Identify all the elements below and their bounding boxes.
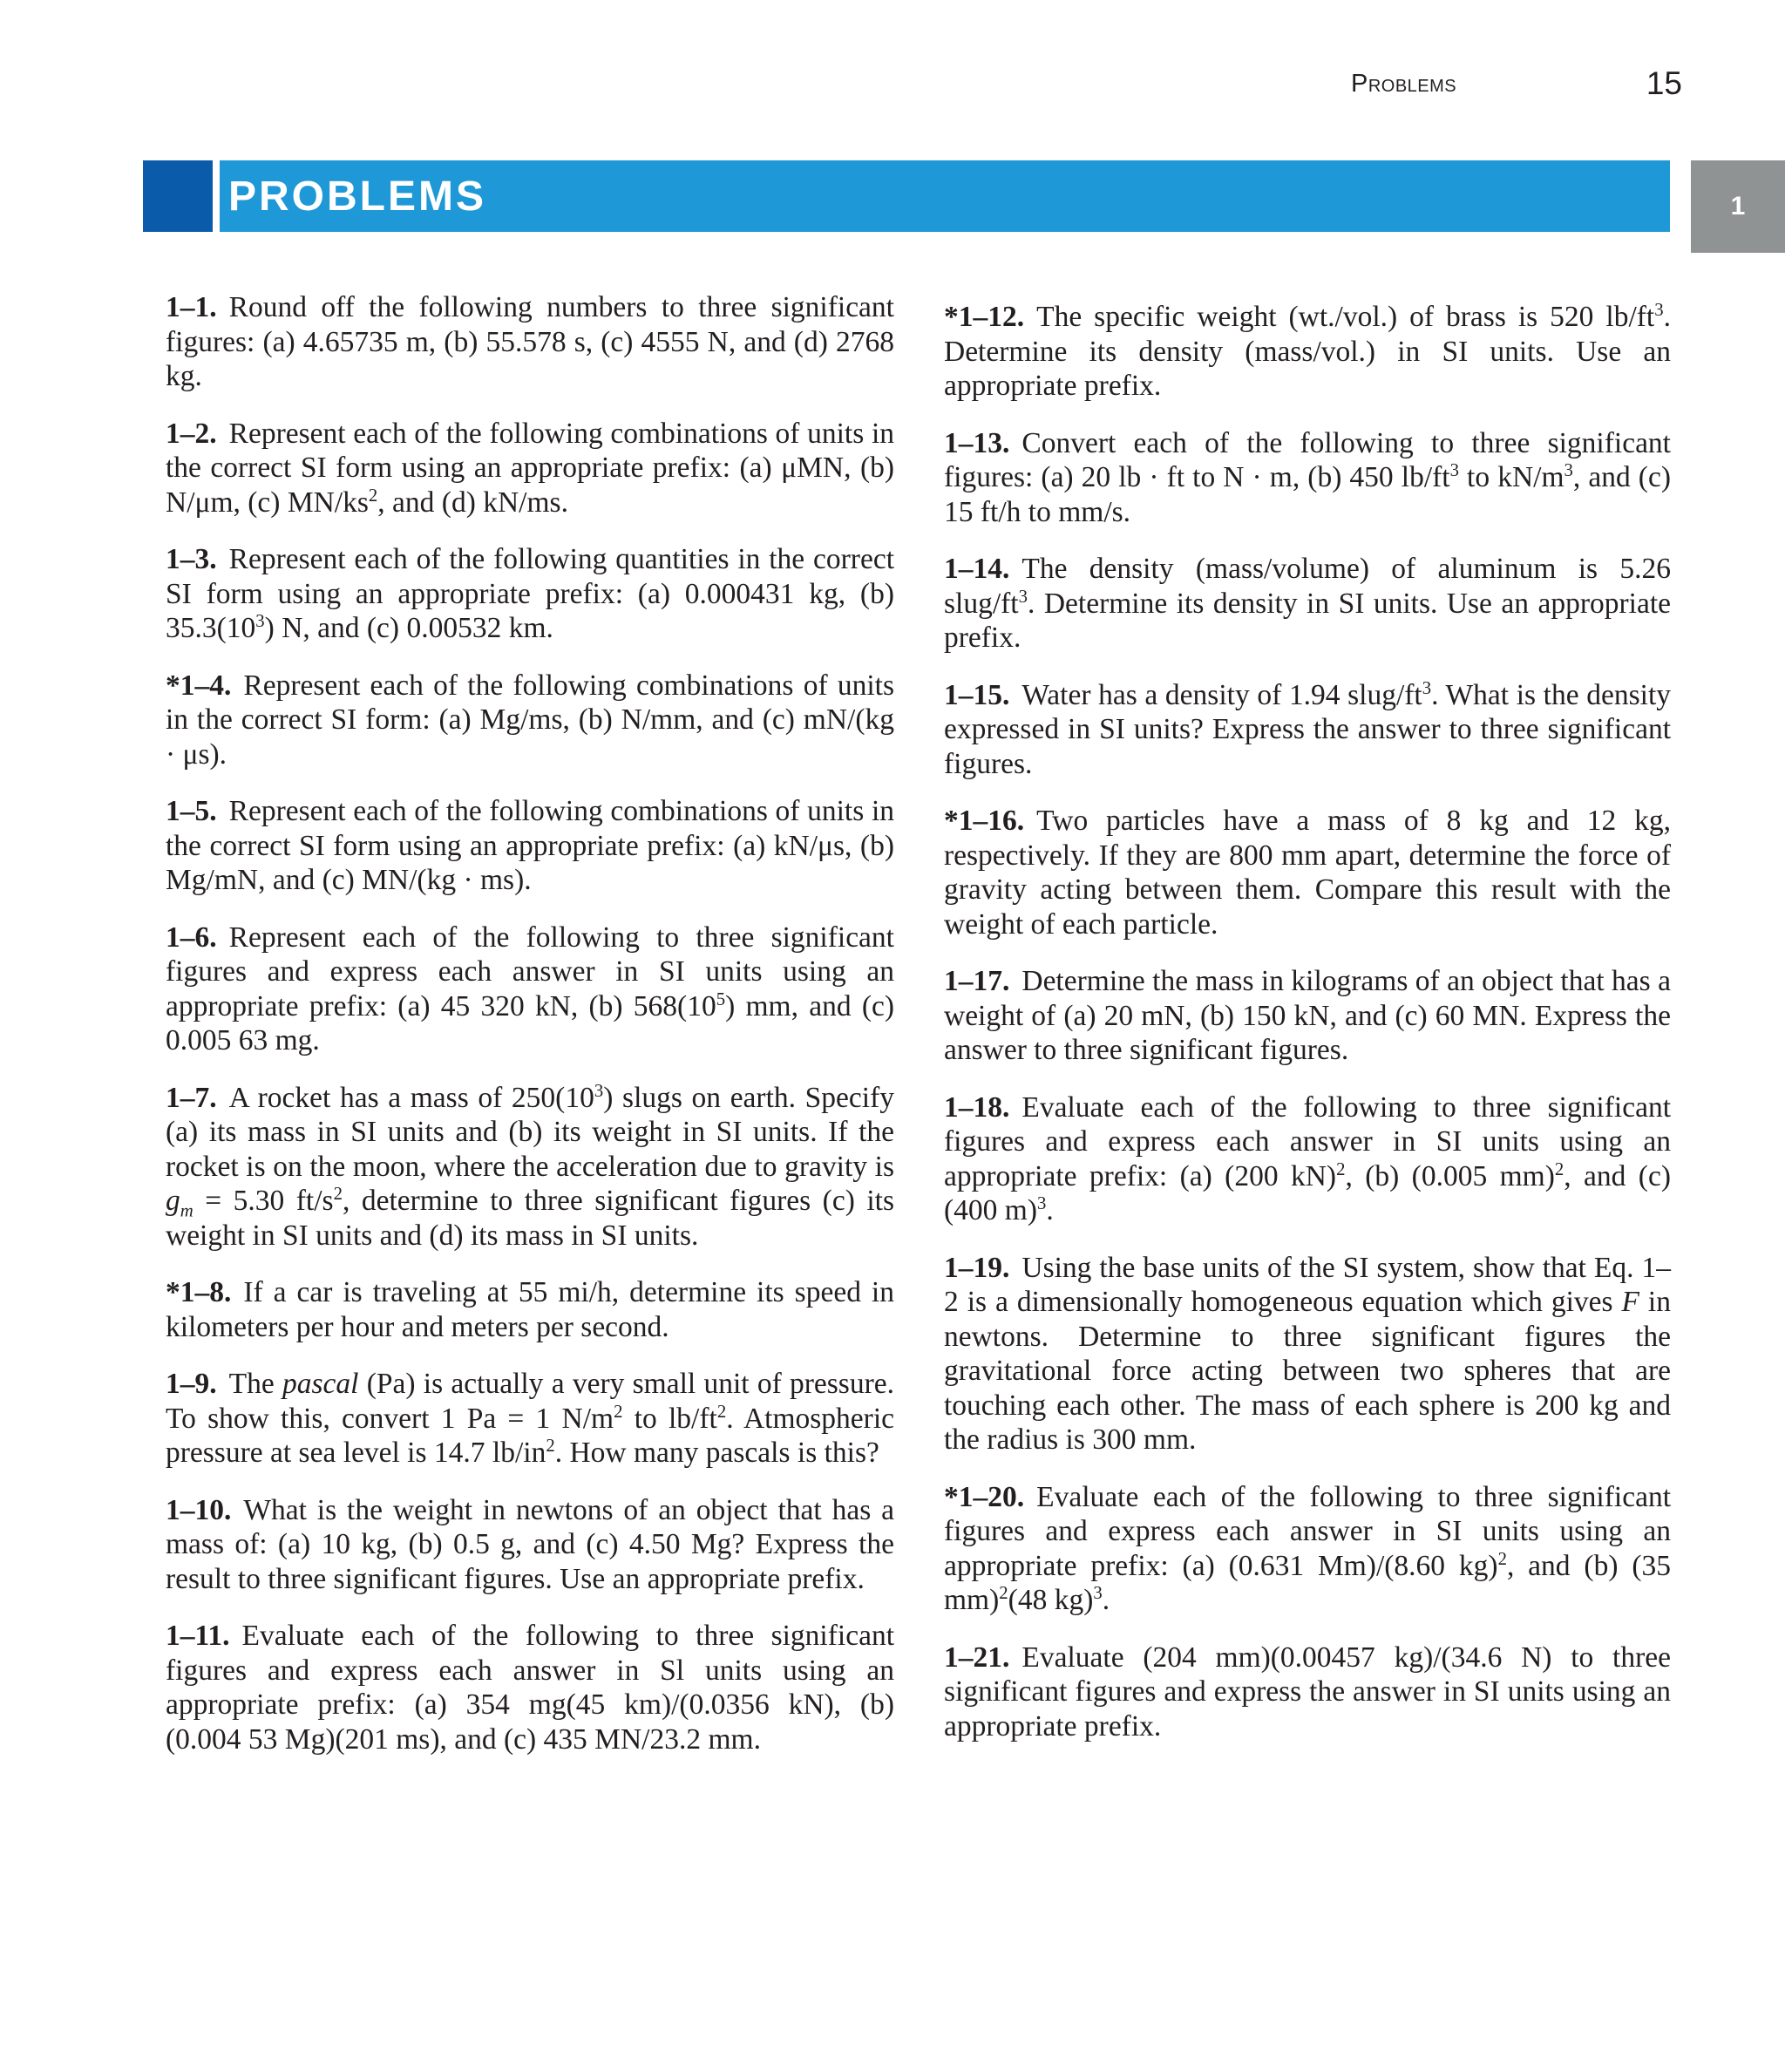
problem-item <box>166 542 894 646</box>
section-banner <box>143 160 1670 232</box>
problem-number: 1–14. <box>944 553 1010 585</box>
problem-text: Water has a density of 1.94 slug/$ft^3$. What is the density expressed in SI units? Express the answer to three significant figures. <box>944 677 1671 780</box>
problem-text: The specific weight (wt./vol.) of brass is 520 $lb/ft^3$. Determine its density (mass/vol.) in SI units. Use an appropriate prefix. <box>944 299 1671 402</box>
problem-number: 1–19. <box>944 1251 1010 1284</box>
problem-text: Using the base units of the SI system, show that Eq. 1–2 is a dimensionally homogeneous equation which gives F in newtons. Determine to three significant figures the gravitational force acting between two spheres that are touching each other. The mass of each sphere is 200 kg and the radius is 300 mm. <box>944 1251 1671 1456</box>
problem-number: 1–13. <box>944 426 1010 459</box>
problem-number: 1–15. <box>944 678 1010 711</box>
problem-text: The pascal (Pa) is actually a very small unit of pressure. To show this, convert 1 Pa = 1 $N/m^2$ to $lb/ft^2$. Atmospheric pressure at sea level is 14.7 $lb/in^2$. How many pascals is this? <box>166 1368 894 1469</box>
problem-number: *1–20. <box>944 1480 1025 1513</box>
problem-number: 1–6. <box>166 921 217 954</box>
problem-text: A rocket has a mass of $250(10^3)$ slugs on earth. Specify (a) its mass in SI units and (b) its weight in SI units. If the rocket is on the moon, where the acceleration due to gravity is $g_m = 5.30$ $ft/s^2$, determine to three significant figures (c) its weight in SI units and (d) its mass in SI units. <box>166 1080 894 1252</box>
problem-number: 1–3. <box>166 543 217 575</box>
problem-number: 1–21. <box>944 1641 1010 1674</box>
section-title: PROBLEMS <box>228 173 487 220</box>
problem-text: Represent each of the following to three significant figures and express each answer in SI units using an appropriate prefix: (a) 45 320 kN, (b) $568(10^5)$ mm, and (c) 0.005 63 mg. <box>166 921 894 1056</box>
problem-text: What is the weight in newtons of an object that has a mass of: (a) 10 kg, (b) 0.5 g, and (c) 4.50 Mg? Express the result to three significant figures. Use an appropriate prefix. <box>166 1493 894 1595</box>
problem-text: Represent each of the following combinations of units in the correct SI form: (a) Mg/ms, (b) N/mm, and (c) mN/(kg · μs). <box>166 669 894 771</box>
problem-number: 1–5. <box>166 795 217 827</box>
problem-number: 1–10. <box>166 1493 232 1526</box>
problem-item <box>944 1251 1671 1457</box>
problem-number: 1–7. <box>166 1081 217 1114</box>
problem-text: The density (mass/volume) of aluminum is 5.26 slug/$ft^3$. Determine its density in SI units. Use an appropriate prefix. <box>944 553 1671 654</box>
problem-item <box>166 417 894 520</box>
problem-text: Evaluate each of the following to three significant figures and express each answer in SI units using an appropriate prefix: (a) (200 kN)$^2$, (b) (0.005 mm)$^2$, and (c) (400 m)$^3$. <box>944 1090 1671 1226</box>
problem-text: Convert each of the following to three significant figures: (a) 20 lb · ft to N · m, (b) 450 $lb/ft^3$ to $kN/m^3$, and (c) 15 ft/h to mm/s. <box>944 426 1671 528</box>
chapter-tab: 1 <box>1691 160 1785 253</box>
problem-item <box>166 1493 894 1597</box>
problem-item <box>944 1480 1671 1618</box>
running-head <box>1351 63 1682 105</box>
problem-text: Evaluate each of the following to three significant figures and express each answer in Sl units using an appropriate prefix: (a) 354 mg(45 km)/(0.0356 kN), (b) (0.004 53 Mg)(201 ms), and (c) 435 MN/23.2 mm. <box>166 1620 894 1756</box>
problem-item <box>166 1081 894 1253</box>
problem-item <box>166 1367 894 1471</box>
problem-item <box>944 678 1671 782</box>
problem-item <box>944 1641 1671 1744</box>
problem-text: If a car is traveling at 55 mi/h, determine its speed in kilometers per hour and meters per second. <box>166 1276 894 1343</box>
problem-item <box>944 964 1671 1068</box>
problems-column-left <box>166 290 894 1779</box>
problem-item <box>944 426 1671 530</box>
problem-number: 1–11. <box>166 1620 230 1652</box>
problem-number: *1–8. <box>166 1276 232 1308</box>
problem-number: *1–4. <box>166 669 232 702</box>
problem-number: 1–18. <box>944 1090 1010 1124</box>
problem-item <box>944 552 1671 656</box>
problems-column-right <box>944 300 1671 1766</box>
problem-text: Round off the following numbers to three significant figures: (a) 4.65735 m, (b) 55.578 s, (c) 4555 N, and (d) 2768 kg. <box>166 291 894 392</box>
problem-text: Evaluate each of the following to three significant figures and express each answer in SI units using an appropriate prefix: (a) (0.631 Mm)/(8.60 kg)$^2$, and (b) (35 mm)$^2$(48 kg)$^3$. <box>944 1480 1671 1616</box>
problem-number: 1–1. <box>166 291 217 323</box>
problem-text: Evaluate (204 mm)(0.00457 kg)/(34.6 N) to three significant figures and express the answer in SI units using an appropriate prefix. <box>944 1641 1671 1743</box>
page-number: 15 <box>1646 65 1682 101</box>
problem-item <box>944 1090 1671 1228</box>
banner-bar <box>220 160 1670 232</box>
running-head-section: Problems <box>1351 69 1457 98</box>
problem-item <box>166 290 894 394</box>
problem-item <box>944 300 1671 404</box>
problem-item <box>166 1619 894 1756</box>
problem-text: Represent each of the following combinations of units in the correct SI form using an appropriate prefix: (a) kN/μs, (b) Mg/mN, and (c) MN/(kg · ms). <box>166 795 894 896</box>
problem-item <box>166 669 894 772</box>
problem-item <box>166 921 894 1058</box>
problem-number: *1–12. <box>944 301 1025 333</box>
problem-number: 1–9. <box>166 1368 217 1400</box>
problem-text: Determine the mass in kilograms of an object that has a weight of (a) 20 mN, (b) 150 kN, and (c) 60 MN. Express the answer to three significant figures. <box>944 965 1671 1066</box>
problem-item <box>944 804 1671 941</box>
problem-number: *1–16. <box>944 805 1025 837</box>
problem-item <box>166 794 894 898</box>
problem-number: 1–17. <box>944 965 1010 997</box>
problem-text: Two particles have a mass of 8 kg and 12 kg, respectively. If they are 800 mm apart, determine the force of gravity acting between them. Compare this result with the weight of each particle. <box>944 805 1671 941</box>
banner-accent-square <box>143 160 213 232</box>
problem-text: Represent each of the following combinations of units in the correct SI form using an appropriate prefix: (a) μMN, (b) N/μm, (c) $MN/ks^2$, and (d) kN/ms. <box>166 417 894 519</box>
problem-item <box>166 1275 894 1344</box>
problem-number: 1–2. <box>166 417 217 450</box>
problem-text: Represent each of the following quantities in the correct SI form using an appropriate prefix: (a) 0.000431 kg, (b) $35.3(10^3)$ N, and (c) 0.00532 km. <box>166 543 894 644</box>
